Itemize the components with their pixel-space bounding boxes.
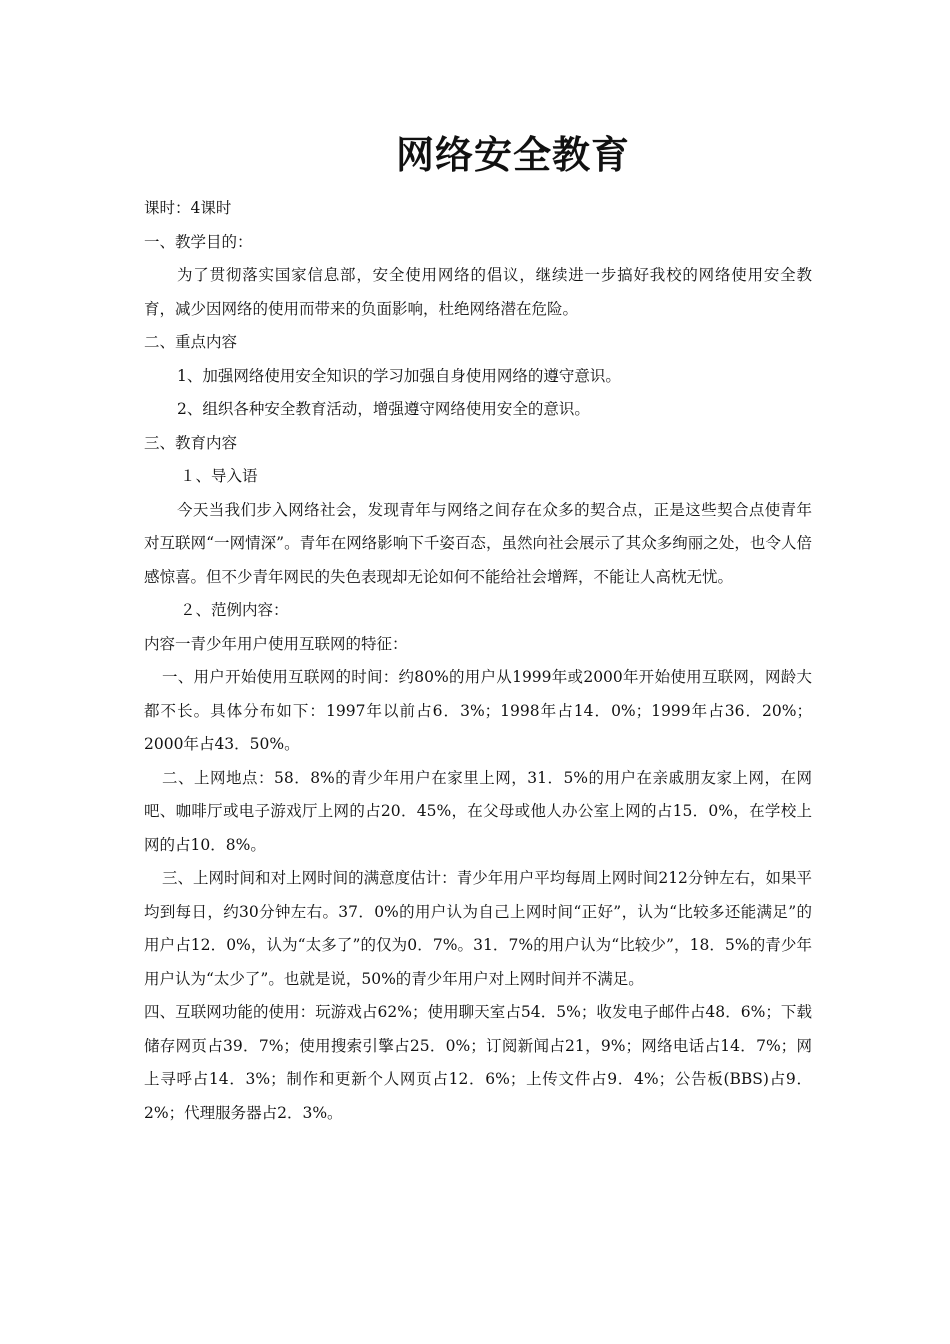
document-body	[144, 192, 812, 1130]
feature-location: 二、上网地点：58．8%的青少年用户在家里上网，31．5%的用户在亲戚朋友家上网，在网吧、咖啡厅或电子游戏厅上网的占20．45%，在父母或他人办公室上网的占15．0%，在学校上网的占10．8%。	[144, 768, 812, 854]
subheading-introduction: １、导入语	[180, 467, 258, 485]
section-heading-key-points: 二、重点内容	[144, 333, 238, 351]
introduction-paragraph: 今天当我们步入网络社会，发现青年与网络之间存在众多的契合点，正是这些契合点使青年对互联网“一网情深”。青年在网络影响下千姿百态，虽然向社会展示了其众多绚丽之处，也令人倍感惊喜。但不少青年网民的失色表现却无论如何不能给社会增辉，不能让人高枕无忧。	[144, 500, 812, 586]
examples-heading: 内容一青少年用户使用互联网的特征：	[144, 634, 408, 653]
objectives-paragraph: 为了贯彻落实国家信息部，安全使用网络的倡议，继续进一步搞好我校的网络使用安全教育，减少因网络的使用而带来的负面影响，杜绝网络潜在危险。	[144, 266, 812, 318]
section-heading-objectives: 一、教学目的：	[144, 232, 253, 251]
key-point-2: 2、组织各种安全教育活动，增强遵守网络使用安全的意识。	[177, 400, 590, 418]
subheading-examples: ２、范例内容：	[180, 601, 289, 619]
section-heading-content: 三、教育内容	[144, 433, 238, 452]
feature-time-satisfaction: 三、上网时间和对上网时间的满意度估计：青少年用户平均每周上网时间212分钟左右，如果平均到每日，约30分钟左右。37．0%的用户认为自己上网时间“正好”，认为“比较多还能满足”的用户占12．0%，认为“太多了”的仅为0．7%。31．7%的用户认为“比较少”，18．5%的青少年用户认为“太少了”。也就是说，50%的青少年用户对上网时间并不满足。	[144, 869, 812, 988]
feature-functions: 四、互联网功能的使用：玩游戏占62%；使用聊天室占54．5%；收发电子邮件占48．6%；下载储存网页占39．7%；使用搜索引擎占25．0%；订阅新闻占21，9%；网络电话占14．7%；网上寻呼占14．3%；制作和更新个人网页占12．6%；上传文件占9．4%；公告板(BBS)占9．2%；代理服务器占2．3%。	[144, 1003, 812, 1122]
feature-start-time: 一、用户开始使用互联网的时间：约80%的用户从1999年或2000年开始使用互联网，网龄大都不长。具体分布如下：1997年以前占6．3%；1998年占14．0%；1999年占36．20%；2000年占43．50%。	[144, 668, 812, 753]
key-point-1: 1、加强网络使用安全知识的学习加强自身使用网络的遵守意识。	[177, 366, 621, 385]
document-title: 网络安全教育	[395, 133, 630, 177]
class-hours: 课时：4课时	[144, 199, 232, 217]
